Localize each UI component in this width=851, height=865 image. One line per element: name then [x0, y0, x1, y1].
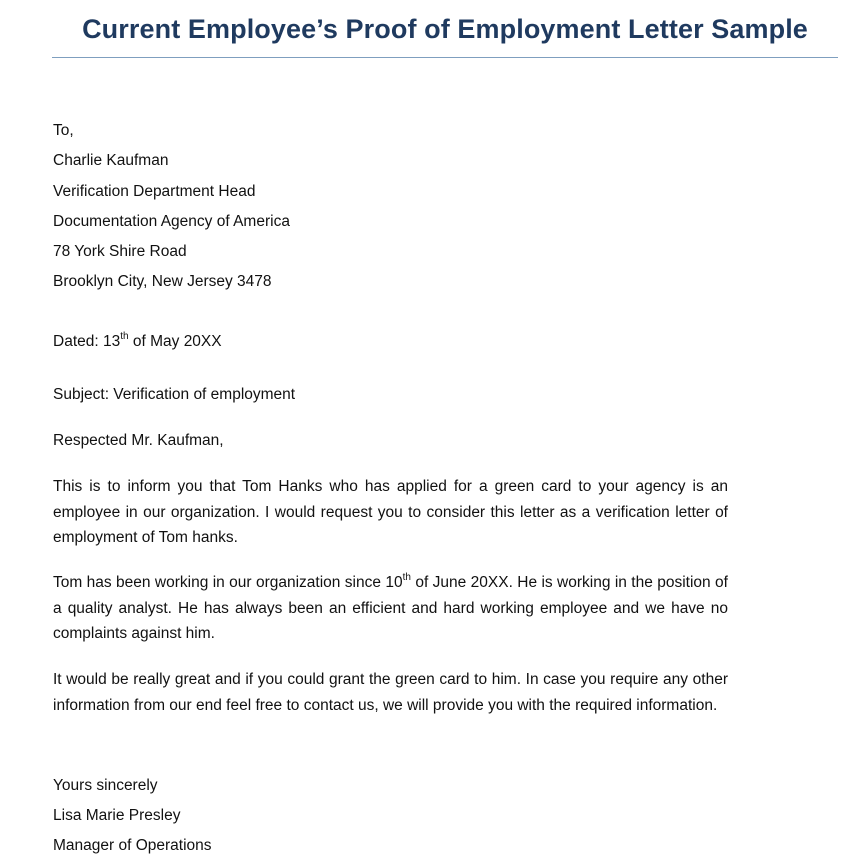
recipient-organization: Documentation Agency of America [53, 213, 290, 230]
paragraph-2-end: of June 20XX. He is working in the position of a quality analyst. He has always been an efficient and hard working employee and we have no complaints against him. [53, 574, 728, 642]
date-line [53, 332, 222, 352]
recipient-street: 78 York Shire Road [53, 243, 187, 260]
signatory-name: Lisa Marie Presley [53, 807, 181, 824]
body-paragraph-3: It would be really great and if you could grant the green card to him. In case you require any other information from our end feel free to contact us, we will provide you with the required information. [53, 671, 728, 714]
salutation-to: To, [53, 122, 74, 139]
page-title: Current Employee’s Proof of Employment Letter Sample [82, 14, 808, 44]
title-divider [52, 57, 838, 58]
closing: Yours sincerely [53, 777, 158, 794]
paragraph-2-ordinal: th [402, 571, 411, 583]
date-ordinal: th [120, 330, 129, 342]
paragraph-2-start: Tom has been working in our organization since 10 [53, 574, 403, 591]
recipient-name: Charlie Kaufman [53, 152, 169, 169]
subject-line: Subject: Verification of employment [53, 386, 296, 403]
signatory-title: Manager of Operations [53, 837, 212, 854]
recipient-position: Verification Department Head [53, 183, 256, 200]
body-paragraph-2 [53, 570, 728, 647]
greeting: Respected Mr. Kaufman, [53, 432, 224, 449]
body-paragraph-1: This is to inform you that Tom Hanks who has applied for a green card to your agency is an employee in our organization. I would request you to consider this letter as a verification letter of employment of Tom hanks. [53, 478, 728, 546]
recipient-city: Brooklyn City, New Jersey 3478 [53, 273, 272, 290]
date-rest: of May 20XX [128, 333, 222, 350]
date-prefix: Dated: 13 [53, 333, 121, 350]
